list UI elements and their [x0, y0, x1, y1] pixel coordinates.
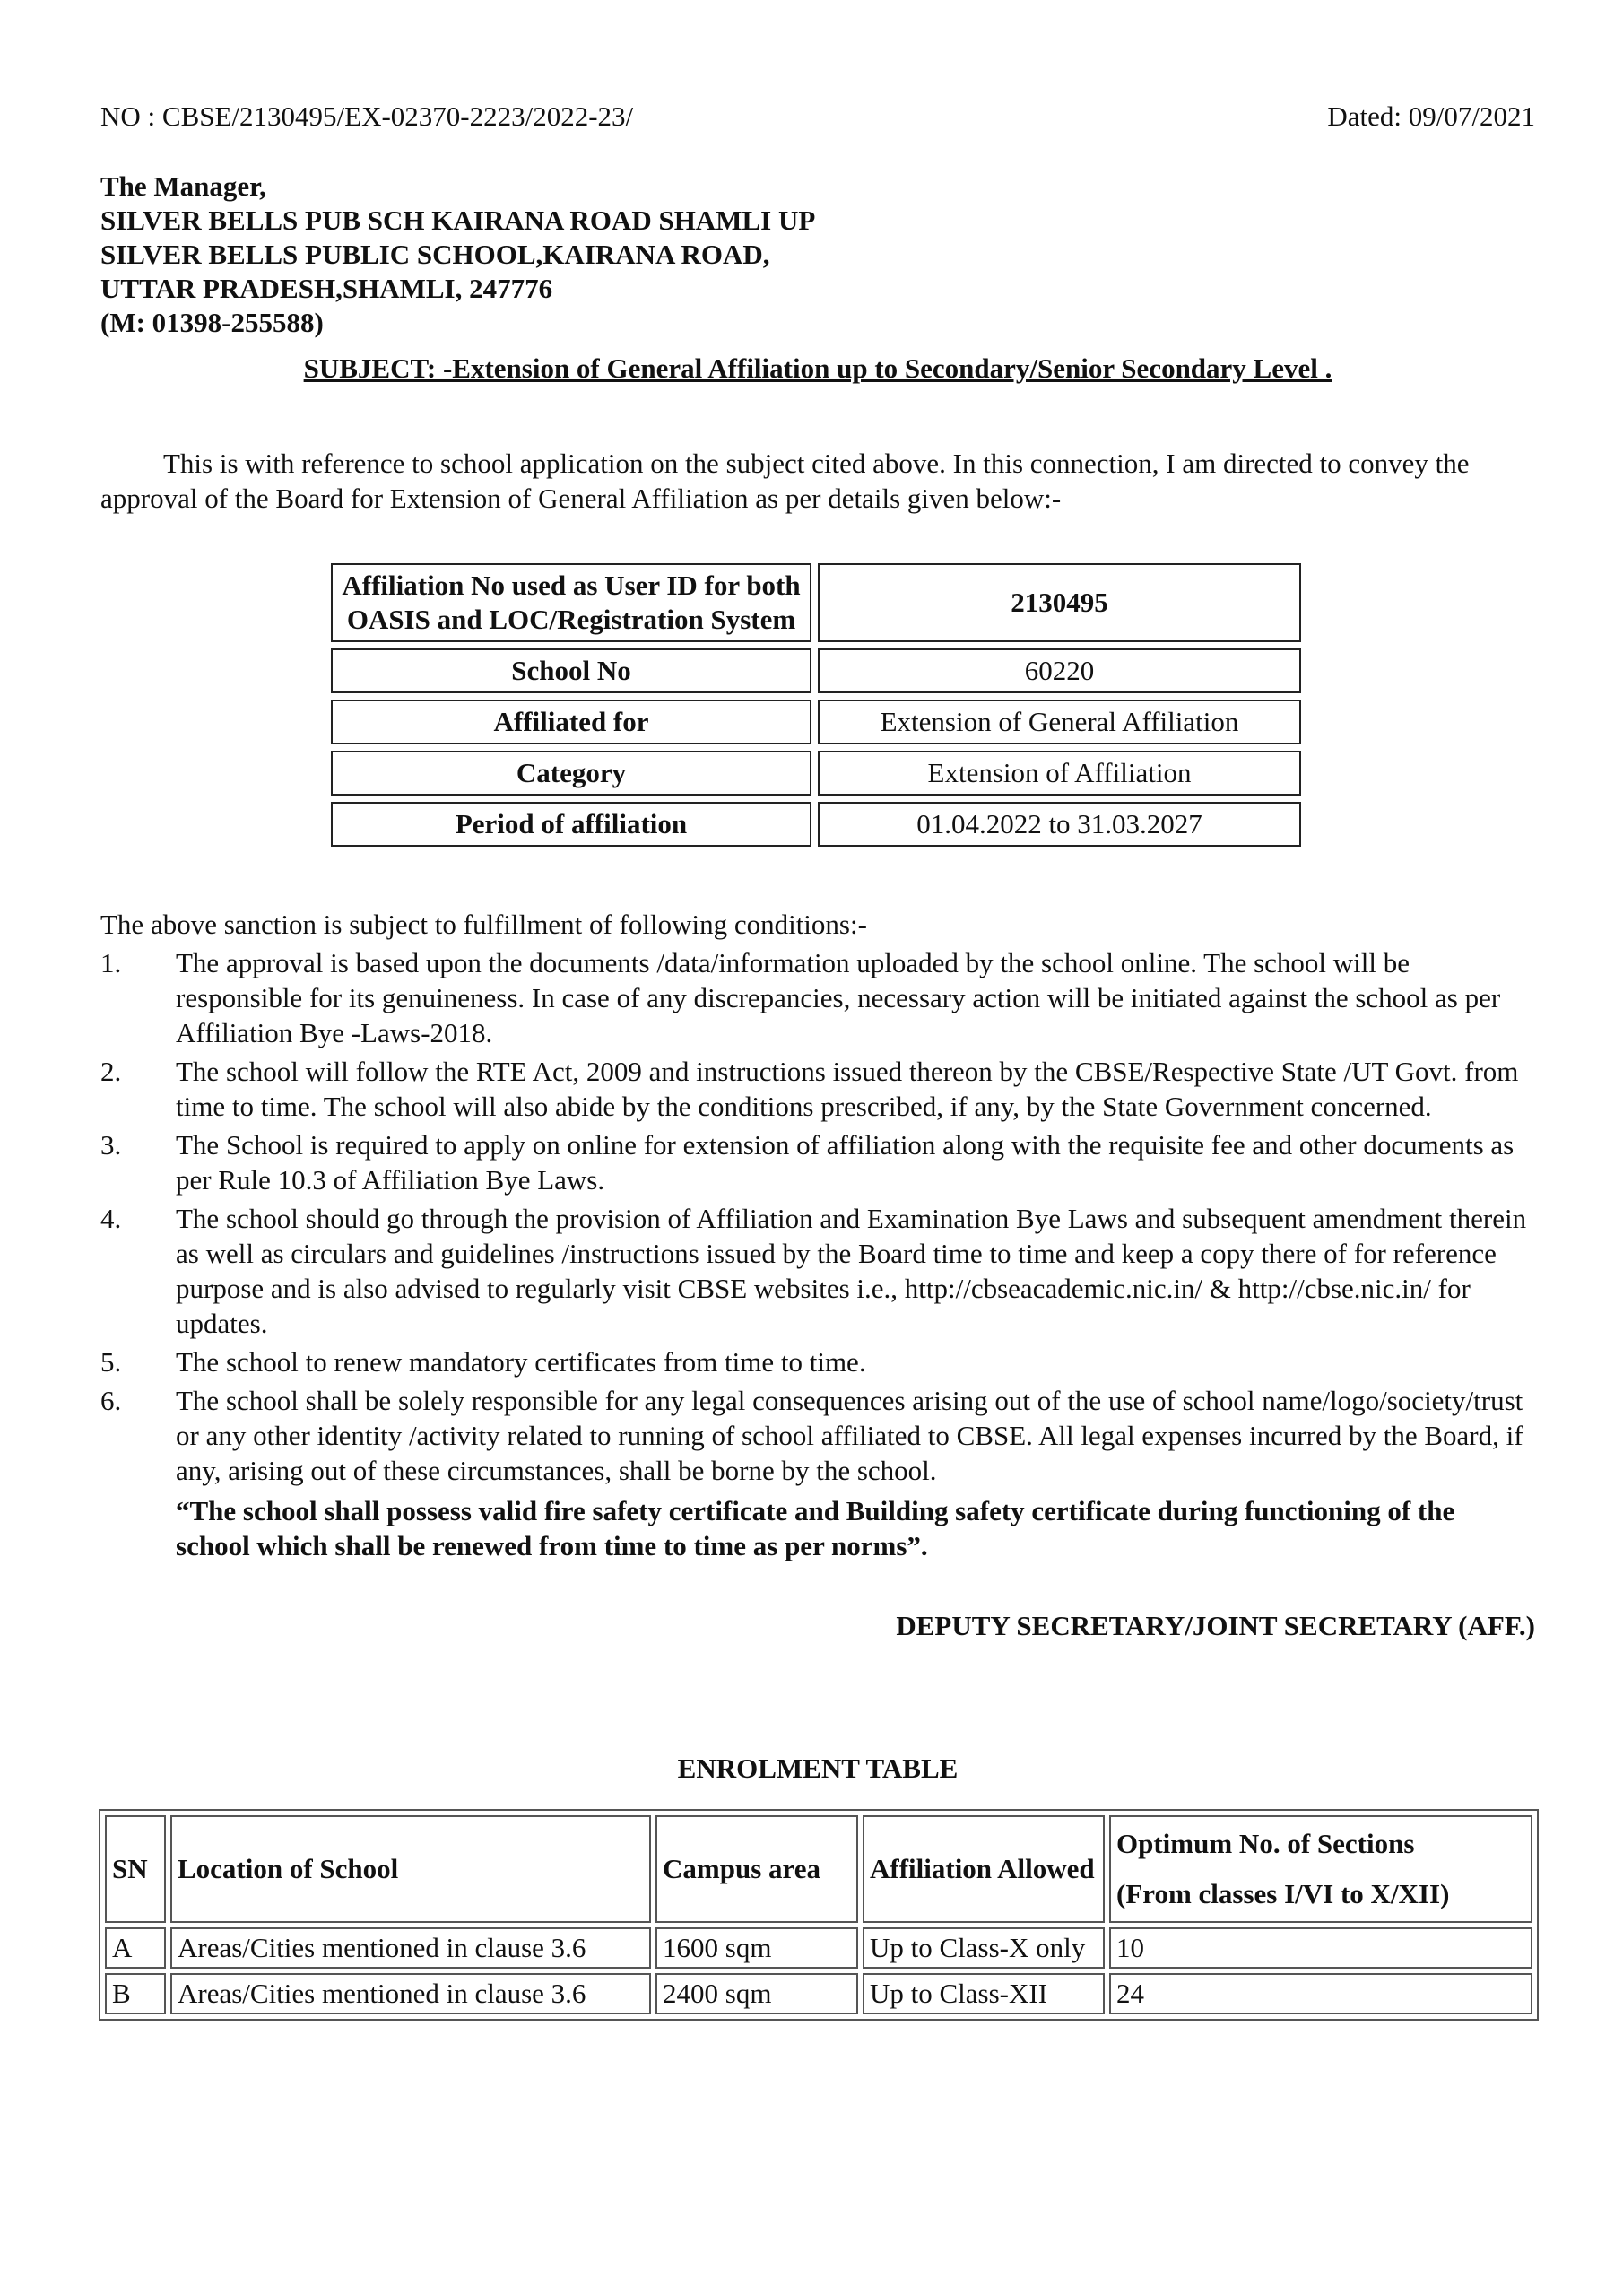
row-value: Extension of Affiliation — [818, 751, 1301, 796]
address-line: (M: 01398-255588) — [100, 307, 324, 338]
recipient-address — [100, 170, 1535, 340]
table-header-row — [105, 1815, 1532, 1923]
enrolment-table-title: ENROLMENT TABLE — [677, 1752, 959, 1784]
row-label: Period of affiliation — [331, 802, 812, 847]
list-item — [100, 1344, 1535, 1379]
cell-affiliation-allowed: Up to Class-XII — [863, 1973, 1105, 2014]
condition-text: The approval is based upon the documents /data/information uploaded by the school online. The school will be responsible for its genuineness. In case of any discrepancies, necessary action will be initiated against the school as per Affiliation Bye -Laws-2018. — [176, 947, 1501, 1048]
condition-number: 5. — [100, 1346, 122, 1378]
address-line: UTTAR PRADESH,SHAMLI, 247776 — [100, 273, 553, 304]
conditions-intro: The above sanction is subject to fulfillment of following conditions:- — [100, 909, 867, 940]
condition-text: The school will follow the RTE Act, 2009 and instructions issued thereon by the CBSE/Respective State /UT Govt. from time to time. The school will also abide by the conditions prescribed, if any, by the State Government concerned. — [176, 1056, 1519, 1122]
condition-number: 2. — [100, 1056, 122, 1087]
cell-sn: B — [105, 1973, 166, 2014]
affiliation-details-table — [325, 557, 1307, 853]
list-item — [100, 1201, 1535, 1341]
letter-date: Dated: 09/07/2021 — [1327, 100, 1535, 132]
cell-location: Areas/Cities mentioned in clause 3.6 — [170, 1927, 651, 1969]
table-row — [331, 802, 1301, 847]
header-sections — [1109, 1815, 1532, 1923]
table-row — [331, 648, 1301, 693]
condition-text: The school shall be solely responsible for any legal consequences arising out of the use of school name/logo/society/trust or any other identity /activity related to running of school affiliated to CBSE. All legal expenses incurred by the Board, if any, arising out of these circumstances, shall be borne by the school. — [176, 1385, 1523, 1486]
reference-number: NO : CBSE/2130495/EX-02370-2223/2022-23/ — [100, 100, 634, 132]
list-item — [100, 1383, 1535, 1488]
row-value: 01.04.2022 to 31.03.2027 — [818, 802, 1301, 847]
conditions-list — [100, 945, 1535, 1488]
condition-number: 3. — [100, 1129, 122, 1161]
row-value: Extension of General Affiliation — [818, 700, 1301, 744]
fire-safety-note: “The school shall possess valid fire safety certificate and Building safety certificate during functioning of the school which shall be renewed from time to time as per norms”. — [176, 1495, 1455, 1561]
list-item — [100, 1127, 1535, 1197]
header-sections-line: Optimum No. of Sections — [1116, 1828, 1415, 1859]
cell-campus-area: 1600 sqm — [655, 1927, 858, 1969]
cell-sections: 24 — [1109, 1973, 1532, 2014]
header-sections-line: (From classes I/VI to X/XII) — [1116, 1878, 1450, 1909]
address-line: The Manager, — [100, 170, 266, 202]
condition-number: 6. — [100, 1385, 122, 1416]
cell-location: Areas/Cities mentioned in clause 3.6 — [170, 1973, 651, 2014]
table-row — [331, 700, 1301, 744]
cell-affiliation-allowed: Up to Class-X only — [863, 1927, 1105, 1969]
row-label: Affiliation No used as User ID for both OASIS and LOC/Registration System — [331, 563, 812, 642]
condition-number: 1. — [100, 947, 122, 978]
row-value: 60220 — [818, 648, 1301, 693]
header-sn: SN — [105, 1815, 166, 1923]
row-value: 2130495 — [818, 563, 1301, 642]
condition-number: 4. — [100, 1203, 122, 1234]
row-label: Category — [331, 751, 812, 796]
table-row — [105, 1973, 1532, 2014]
cell-sections: 10 — [1109, 1927, 1532, 1969]
header-affiliation-allowed: Affiliation Allowed — [863, 1815, 1105, 1923]
subject-line: SUBJECT: -Extension of General Affiliation up to Secondary/Senior Secondary Level . — [303, 352, 1332, 384]
header-campus-area: Campus area — [655, 1815, 858, 1923]
row-label: Affiliated for — [331, 700, 812, 744]
table-row — [105, 1927, 1532, 1969]
letter-header — [100, 99, 1535, 134]
letter-page — [100, 99, 1535, 2021]
address-line: SILVER BELLS PUBLIC SCHOOL,KAIRANA ROAD, — [100, 239, 770, 270]
enrolment-table — [99, 1809, 1539, 2021]
condition-text: The School is required to apply on online for extension of affiliation along with the requisite fee and other documents as per Rule 10.3 of Affiliation Bye Laws. — [176, 1129, 1515, 1196]
header-location: Location of School — [170, 1815, 651, 1923]
intro-paragraph: This is with reference to school application on the subject cited above. In this connection, I am directed to convey the approval of the Board for Extension of General Affiliation as per details given below:- — [100, 448, 1470, 514]
signatory: DEPUTY SECRETARY/JOINT SECRETARY (AFF.) — [896, 1610, 1535, 1641]
address-line: SILVER BELLS PUB SCH KAIRANA ROAD SHAMLI UP — [100, 204, 816, 236]
table-row — [331, 751, 1301, 796]
list-item — [100, 945, 1535, 1050]
table-row — [331, 563, 1301, 642]
cell-campus-area: 2400 sqm — [655, 1973, 858, 2014]
list-item — [100, 1054, 1535, 1124]
row-label: School No — [331, 648, 812, 693]
condition-text: The school to renew mandatory certificates from time to time. — [176, 1346, 866, 1378]
condition-text: The school should go through the provision of Affiliation and Examination Bye Laws and subsequent amendment therein as well as circulars and guidelines /instructions issued by the Board time to time and keep a copy there of for reference purpose and is also advised to regularly visit CBSE websites i.e., http://cbseacademic.nic.in/ & http://cbse.nic.in/ for updates. — [176, 1203, 1527, 1339]
cell-sn: A — [105, 1927, 166, 1969]
